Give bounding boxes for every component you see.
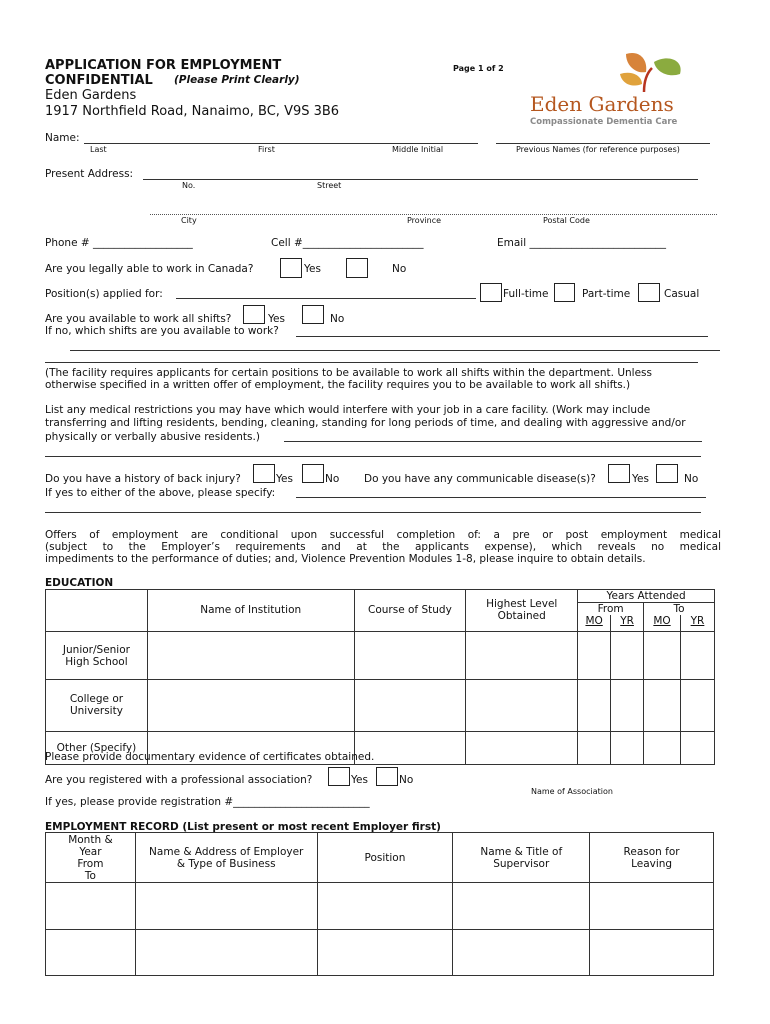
edu-cell[interactable]	[680, 679, 714, 731]
emp-cell[interactable]	[317, 883, 453, 930]
edu-cell[interactable]	[466, 679, 578, 731]
emp-cell[interactable]	[46, 930, 136, 976]
confidential-label: CONFIDENTIAL	[45, 73, 153, 88]
shifts-no-checkbox[interactable]	[302, 305, 324, 324]
casual-checkbox[interactable]	[638, 283, 660, 302]
page-number: Page 1 of 2	[453, 64, 504, 73]
edu-col-course: Course of Study	[354, 590, 466, 632]
edu-col-institution: Name of Institution	[147, 590, 354, 632]
shifts-yes-label: Yes	[268, 313, 285, 325]
legal-no-checkbox[interactable]	[346, 258, 368, 278]
education-heading: EDUCATION	[45, 577, 114, 589]
name-field[interactable]	[84, 143, 478, 144]
address-label: Present Address:	[45, 168, 134, 180]
sub-label-middle: Middle Initial	[392, 145, 444, 154]
edu-col-level: Highest Level Obtained	[466, 590, 578, 632]
edu-cell[interactable]	[680, 731, 714, 764]
edu-cell[interactable]	[611, 631, 644, 679]
medical-field[interactable]	[284, 441, 702, 442]
shifts-if-no: If no, which shifts are you available to work?	[45, 325, 279, 337]
logo-tagline: Compassionate Dementia Care	[530, 117, 678, 127]
edu-to-yr: YR	[680, 615, 714, 631]
edu-cell[interactable]	[147, 631, 354, 679]
disease-question: Do you have any communicable disease(s)?	[364, 473, 596, 485]
emp-row	[46, 883, 714, 930]
health-specify-field-2[interactable]	[45, 512, 701, 513]
association-yes-checkbox[interactable]	[328, 767, 350, 786]
sub-label-street: Street	[317, 181, 342, 190]
emp-cell[interactable]	[317, 930, 453, 976]
association-no-label: No	[399, 774, 414, 786]
edu-cell[interactable]	[644, 731, 681, 764]
shifts-note-2: otherwise specified in a written offer of employment, the facility requires you to be available to work all shifts.)	[45, 379, 631, 391]
emp-col-reason: Reason for Leaving	[590, 833, 714, 883]
leaf-logo-icon	[528, 48, 698, 98]
edu-cell[interactable]	[466, 631, 578, 679]
part-time-label: Part-time	[582, 288, 631, 300]
legal-yes-checkbox[interactable]	[280, 258, 302, 278]
disease-yes-label: Yes	[632, 473, 649, 485]
edu-row-label: College or University	[46, 679, 148, 731]
edu-cell[interactable]	[611, 731, 644, 764]
edu-cell[interactable]	[644, 631, 681, 679]
emp-col-supervisor: Name & Title of Supervisor	[453, 833, 590, 883]
previous-names-field[interactable]	[496, 143, 710, 144]
edu-col-years: Years Attended	[578, 590, 715, 603]
emp-col-position: Position	[317, 833, 453, 883]
email-field[interactable]: Email __________________________	[497, 237, 666, 249]
medical-line-2: transferring and lifting residents, bending, cleaning, standing for long periods of time, and dealing with aggressive and/or	[45, 417, 686, 429]
back-no-checkbox[interactable]	[302, 464, 324, 483]
association-yes-label: Yes	[351, 774, 368, 786]
edu-cell[interactable]	[578, 731, 611, 764]
emp-cell[interactable]	[453, 883, 590, 930]
edu-from-yr: YR	[611, 615, 644, 631]
edu-cell[interactable]	[680, 631, 714, 679]
edu-col-to: To	[644, 603, 715, 616]
medical-line-3: physically or verbally abusive residents.)	[45, 431, 260, 443]
edu-cell[interactable]	[354, 679, 466, 731]
phone-field[interactable]: Phone # ___________________	[45, 237, 193, 249]
sub-label-province: Province	[407, 216, 442, 225]
emp-col-date: Month & Year From To	[46, 833, 136, 883]
medical-line-1: List any medical restrictions you may have which would interfere with your job in a care facility. (Work may include	[45, 404, 651, 416]
association-name-label: Name of Association	[531, 787, 613, 796]
offers-line-3: impediments to the performance of duties; and, Violence Prevention Modules 1-8, please inquire to obtain details.	[45, 553, 646, 565]
shifts-no-label: No	[330, 313, 345, 325]
employment-heading: EMPLOYMENT RECORD (List present or most recent Employer first)	[45, 821, 441, 833]
edu-col-from: From	[578, 603, 644, 616]
disease-no-checkbox[interactable]	[656, 464, 678, 483]
emp-cell[interactable]	[590, 930, 714, 976]
sub-label-postal: Postal Code	[543, 216, 590, 225]
disease-no-label: No	[684, 473, 699, 485]
emp-row	[46, 930, 714, 976]
edu-cell[interactable]	[578, 631, 611, 679]
full-time-label: Full-time	[503, 288, 549, 300]
edu-to-mo: MO	[644, 615, 681, 631]
edu-row-label: Junior/Senior High School	[46, 631, 148, 679]
address-street-field[interactable]	[143, 179, 698, 180]
offers-line-2: (subject to the Employer’s requirements and at the applicants expense), which reveals no medical	[45, 541, 721, 553]
org-address: 1917 Northfield Road, Nanaimo, BC, V9S 3B6	[45, 104, 340, 119]
full-time-checkbox[interactable]	[480, 283, 502, 302]
edu-cell[interactable]	[147, 679, 354, 731]
medical-field-2[interactable]	[45, 456, 701, 457]
back-injury-question: Do you have a history of back injury?	[45, 473, 241, 485]
legal-yes-label: Yes	[304, 263, 321, 275]
sub-label-first: First	[258, 145, 275, 154]
edu-header-blank	[46, 590, 148, 632]
sub-label-previous: Previous Names (for reference purposes)	[516, 145, 680, 154]
shifts-question: Are you available to work all shifts?	[45, 313, 232, 325]
education-table	[45, 589, 715, 765]
emp-cell[interactable]	[46, 883, 136, 930]
edu-row-label: Other (Specify)	[46, 731, 148, 764]
position-field[interactable]	[176, 298, 476, 299]
edu-from-mo: MO	[578, 615, 611, 631]
shifts-available-field-3[interactable]	[45, 362, 698, 363]
association-question: Are you registered with a professional association?	[45, 774, 313, 786]
offers-line-1: Offers of employment are conditional upon successful completion of: a pre or post employment medical	[45, 529, 721, 541]
part-time-checkbox[interactable]	[554, 283, 575, 302]
logo-name: Eden Gardens	[530, 92, 674, 116]
edu-cell[interactable]	[354, 631, 466, 679]
back-no-label: No	[325, 473, 340, 485]
edu-row-highschool	[46, 631, 715, 679]
position-label: Position(s) applied for:	[45, 288, 163, 300]
emp-cell[interactable]	[135, 883, 317, 930]
registration-field[interactable]: If yes, please provide registration #__________________________	[45, 796, 370, 808]
org-name: Eden Gardens	[45, 88, 137, 103]
sub-label-city: City	[181, 216, 197, 225]
casual-label: Casual	[664, 288, 700, 300]
association-no-checkbox[interactable]	[376, 767, 398, 786]
evidence-note: Please provide documentary evidence of certificates obtained.	[45, 751, 375, 763]
edu-cell[interactable]	[578, 679, 611, 731]
cell-field[interactable]: Cell #_______________________	[271, 237, 424, 249]
eden-gardens-logo	[528, 48, 698, 130]
shifts-yes-checkbox[interactable]	[243, 305, 265, 324]
sub-label-last: Last	[90, 145, 107, 154]
shifts-available-field[interactable]	[296, 336, 708, 337]
emp-col-employer: Name & Address of Employer & Type of Business	[135, 833, 317, 883]
emp-cell[interactable]	[453, 930, 590, 976]
print-note: (Please Print Clearly)	[174, 74, 300, 86]
sub-label-no: No.	[182, 181, 196, 190]
health-specify-field[interactable]	[296, 497, 706, 498]
edu-cell[interactable]	[644, 679, 681, 731]
disease-yes-checkbox[interactable]	[608, 464, 630, 483]
emp-cell[interactable]	[590, 883, 714, 930]
address-city-field[interactable]	[150, 214, 717, 215]
edu-cell[interactable]	[466, 731, 578, 764]
form-title: APPLICATION FOR EMPLOYMENT	[45, 58, 282, 73]
edu-cell[interactable]	[611, 679, 644, 731]
shifts-available-field-2[interactable]	[70, 350, 720, 351]
health-specify: If yes to either of the above, please specify:	[45, 487, 276, 499]
back-yes-checkbox[interactable]	[253, 464, 275, 483]
legal-no-label: No	[392, 263, 407, 275]
emp-cell[interactable]	[135, 930, 317, 976]
edu-row-college	[46, 679, 715, 731]
legal-question: Are you legally able to work in Canada?	[45, 263, 254, 275]
back-yes-label: Yes	[276, 473, 293, 485]
employment-table	[45, 832, 714, 976]
name-label: Name:	[45, 132, 80, 144]
shifts-note-1: (The facility requires applicants for certain positions to be available to work all shifts within the department. Unless	[45, 367, 652, 379]
